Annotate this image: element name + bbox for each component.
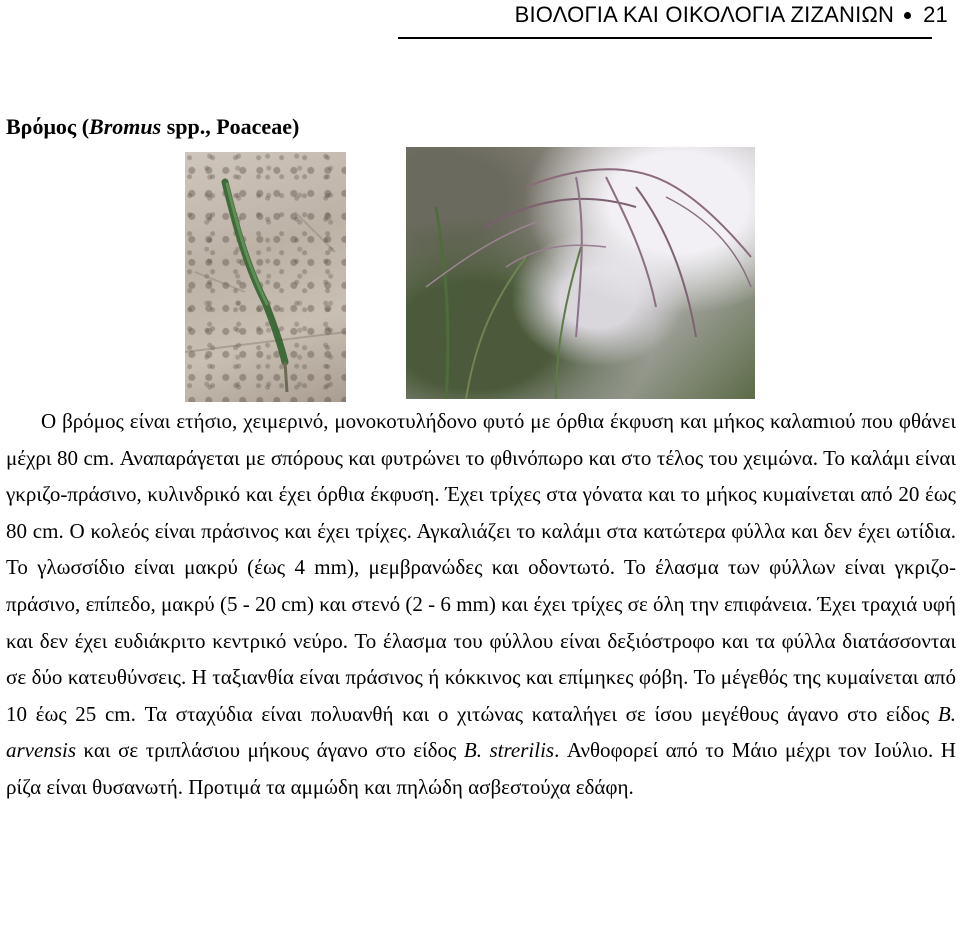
- title-genus: Bromus: [89, 114, 162, 139]
- running-header: [515, 2, 948, 28]
- seedling-shape: [185, 152, 346, 402]
- header-rule: [398, 37, 932, 39]
- plant-shape: [406, 147, 755, 399]
- species-sterilis: B. strerilis: [463, 738, 555, 763]
- running-title: ΒΙΟΛΟΓΙΑ ΚΑΙ ΟΙΚΟΛΟΓΙΑ ΖΙΖΑΝΙΩΝ: [514, 2, 895, 27]
- text-part-2: και σε τριπλάσιου μήκους άγανο στο είδος: [76, 738, 464, 763]
- description-paragraph: [6, 403, 956, 806]
- bullet-icon: [904, 12, 911, 19]
- page-number: 21: [923, 2, 948, 27]
- description-text: [6, 403, 956, 806]
- title-suffix: spp., Poaceae): [161, 114, 300, 139]
- section-title: [6, 114, 299, 140]
- species-arvensis: B. arvensis: [6, 701, 956, 763]
- mature-plant-photo: [406, 147, 755, 399]
- text-part-3: . Ανθοφορεί από το Μάιο μέχρι τον Ιούλιο. Η ρίζα είναι θυσανωτή. Προτιμά τα αμμώδη και πηλώδη ασβεστούχα εδάφη.: [6, 738, 956, 799]
- title-prefix: Βρόμος (: [6, 114, 90, 139]
- text-part-1: Ο βρόμος είναι ετήσιο, χειμερινό, μονοκοτυλήδονο φυτό με όρθια έκφυση και μήκος καλαmιού που φθάνει μέχρι 80 cm. Αναπαράγεται με σπόρους και φυτρώνει το φθινόπωρο και στο τέλος του χειμώνα. Το καλάμι είναι γκριζο-πράσινο, κυλινδρικό και έχει όρθια έκφυση. Έχει τρίχες στα γόνατα και το μήκος κυμαίνεται από 20 έως 80 cm. Ο κολεός είναι πράσινος και έχει τρίχες. Αγκαλιάζει το καλάμι στα κατώτερα φύλλα και δεν έχει ωτίδια. Το γλωσσίδιο είναι μακρύ (έως 4 mm), μεμβρανώδες και οδοντωτό. Το έλασμα των φύλλων είναι γκριζο-πράσινο, επίπεδο, μακρύ (5 - 20 cm) και στενό (2 - 6 mm) και έχει τρίχες σε όλη την επιφάνεια. Έχει τραχιά υφή και δεν έχει ευδιάκριτο κεντρικό νεύρο. Το έλασμα του φύλλου είναι δεξιόστροφο και τα φύλλα διατάσσονται σε δύο κατευθύνσεις. Η ταξιανθία είναι πράσινος ή κόκκινος και επίμηκες φόβη. Το μέγεθός της κυμαίνεται από 10 έως 25 cm. Τα σταχύδια είναι πολυανθή και ο χιτώνας καταλήγει σε ίσου μεγέθους άγανο στο είδος: [6, 409, 956, 726]
- seedling-photo: [185, 152, 346, 402]
